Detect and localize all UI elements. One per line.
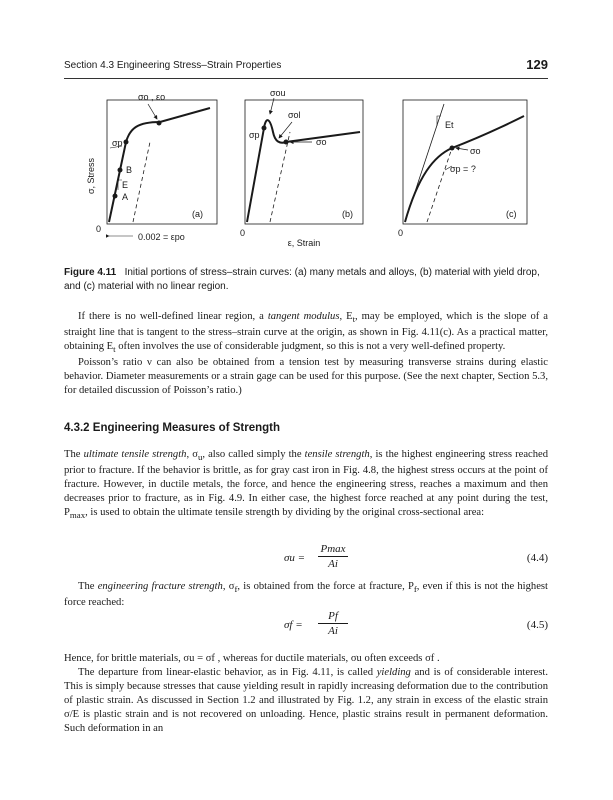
caption-text: Initial portions of stress–strain curves: (a) many metals and alloys, (b) material with yield drop, and (c) material with no linear region. — [64, 267, 540, 292]
eq44-number: (4.4) — [526, 552, 548, 564]
panel-b-sigma-ou-label: σou — [270, 88, 286, 98]
panel-b-frame — [245, 100, 363, 224]
point-b-sigma-p — [262, 126, 267, 131]
paragraph-brittle-ductile: Hence, for brittle materials, σu = σf , whereas for ductile materials, σu often exceeds σf . — [64, 653, 440, 664]
point-b-sigma-o — [284, 140, 289, 145]
panel-b — [240, 88, 363, 248]
point-sigma-o — [157, 121, 162, 126]
panel-b-offset-line — [270, 132, 290, 222]
panel-b-tag: (b) — [342, 209, 353, 219]
x-axis-label: ε, Strain — [287, 238, 321, 248]
panel-a-offset-line — [133, 142, 150, 222]
section-title: Section 4.3 Engineering Stress–Strain Properties — [64, 60, 282, 71]
panel-b-curve — [247, 120, 360, 222]
eq45-numerator: Pf — [318, 610, 348, 624]
panel-c-sigma-p-label: σp = ? — [450, 164, 476, 174]
eq45-denominator: Ai — [328, 625, 338, 637]
panel-a-e-label: E — [122, 180, 129, 190]
panel-a-origin: 0 — [96, 224, 102, 234]
y-axis-label: σ, Stress — [86, 157, 96, 195]
point-sigma-p — [124, 140, 129, 145]
panel-b-origin: 0 — [240, 228, 246, 238]
panel-a-sigma-p-label: σp — [112, 138, 123, 148]
paragraph-ultimate-strength: The ultimate tensile strength, $\sigma_u$, also called simply the tensile strength, is the highest engineering stress reached prior to fracture. If the behavior is brittle, as for gray cast iron in Fig. 4.8, the highest stress occurs at the point of fracture. However, in ductile metals, the force, and hence the engineering stress, reaches a maximum and then decreases prior to fracture, as in Fig. 4.9. In either case, the highest force reached at any point during the test, $P_{max}$, is used to obtain the ultimate tensile strength by dividing by the original cross-sectional area: — [64, 449, 549, 521]
panel-a-sigma-o-label: σo , εo — [138, 92, 166, 102]
equation-4-5 — [64, 610, 548, 642]
panel-b-sigma-ol-label: σol — [288, 110, 301, 120]
panel-b-sigma-p-label: σp — [249, 130, 260, 140]
panel-a — [96, 92, 217, 242]
page-number: 129 — [526, 57, 548, 72]
panel-c-frame — [403, 100, 527, 224]
figure-4-11 — [80, 86, 540, 256]
panel-b-sigma-o-label: σo — [316, 137, 327, 147]
panel-a-frame — [107, 100, 217, 224]
panel-a-tag: (a) — [192, 209, 203, 219]
paragraph-tangent-modulus: If there is no well-defined linear region, a tangent modulus, $E_t$, may be employed, which is the slope of a straight line that is tangent to the stress–strain curve at the origin, as shown in Fig. 4.11(c). As a practical matter, obtaining $E_t$ often involves the use of considerable judgment, so this is not a very well-defined property. — [64, 311, 548, 355]
figure-caption — [64, 266, 548, 294]
eq44-lhs: σu = — [284, 552, 306, 564]
equation-4-4 — [64, 543, 548, 575]
panel-a-offset-label: 0.002 = εpo — [138, 232, 185, 242]
stress-strain-figure — [80, 86, 540, 256]
point-a — [113, 194, 118, 199]
eq44-numerator: Pmax — [318, 543, 348, 557]
running-header — [64, 58, 548, 79]
point-b — [118, 168, 123, 173]
eq44-denominator: Ai — [328, 558, 338, 570]
panel-c-tangent-line — [405, 104, 444, 222]
panel-a-b-label: B — [126, 165, 133, 175]
paragraphs-bottom — [64, 652, 548, 736]
paragraphs-top — [64, 310, 548, 398]
eq45-lhs: σf = — [284, 619, 303, 631]
panel-a-a-label: A — [122, 192, 129, 202]
panel-c-sigma-o-label: σo — [470, 146, 481, 156]
eq45-number: (4.5) — [526, 619, 548, 631]
panel-c-origin: 0 — [398, 228, 404, 238]
panel-c-tag: (c) — [506, 209, 517, 219]
paragraph-fracture-strength: The engineering fracture strength, $\sigma_f$, is obtained from the force at fracture, $P_f$, even if this is not the highest force reached: — [64, 581, 548, 609]
paragraph-poisson: Poisson’s ratio ν can also be obtained from a tension test by measuring transverse strains during elastic behavior. Diameter measurements or a strain gage can be used for this purpose. (See the next chapter, Section 5.3, for detailed discussion of Poisson’s ratio.) — [64, 357, 548, 397]
figure-label: Figure 4.11 — [64, 267, 117, 278]
panel-c-offset-line — [427, 148, 452, 222]
panel-c — [398, 100, 527, 238]
panel-c-et-label: Et — [445, 120, 454, 130]
paragraph-yielding: The departure from linear-elastic behavior, as in Fig. 4.11, is called yielding and is of considerable interest. This is simply because stresses that cause yielding result in rapidly increasing deformation due to the contribution of plastic strain. As discussed in Section 1.2 and illustrated by Fig. 1.2, any strain in excess of the elastic strain σ/E is plastic strain and is not recovered on unloading. Hence, plastic strains result in permanent deformation. Such deformation in an — [64, 667, 548, 734]
point-c-sigma-o — [450, 146, 455, 151]
section-heading: 4.3.2 Engineering Measures of Strength — [64, 422, 280, 434]
